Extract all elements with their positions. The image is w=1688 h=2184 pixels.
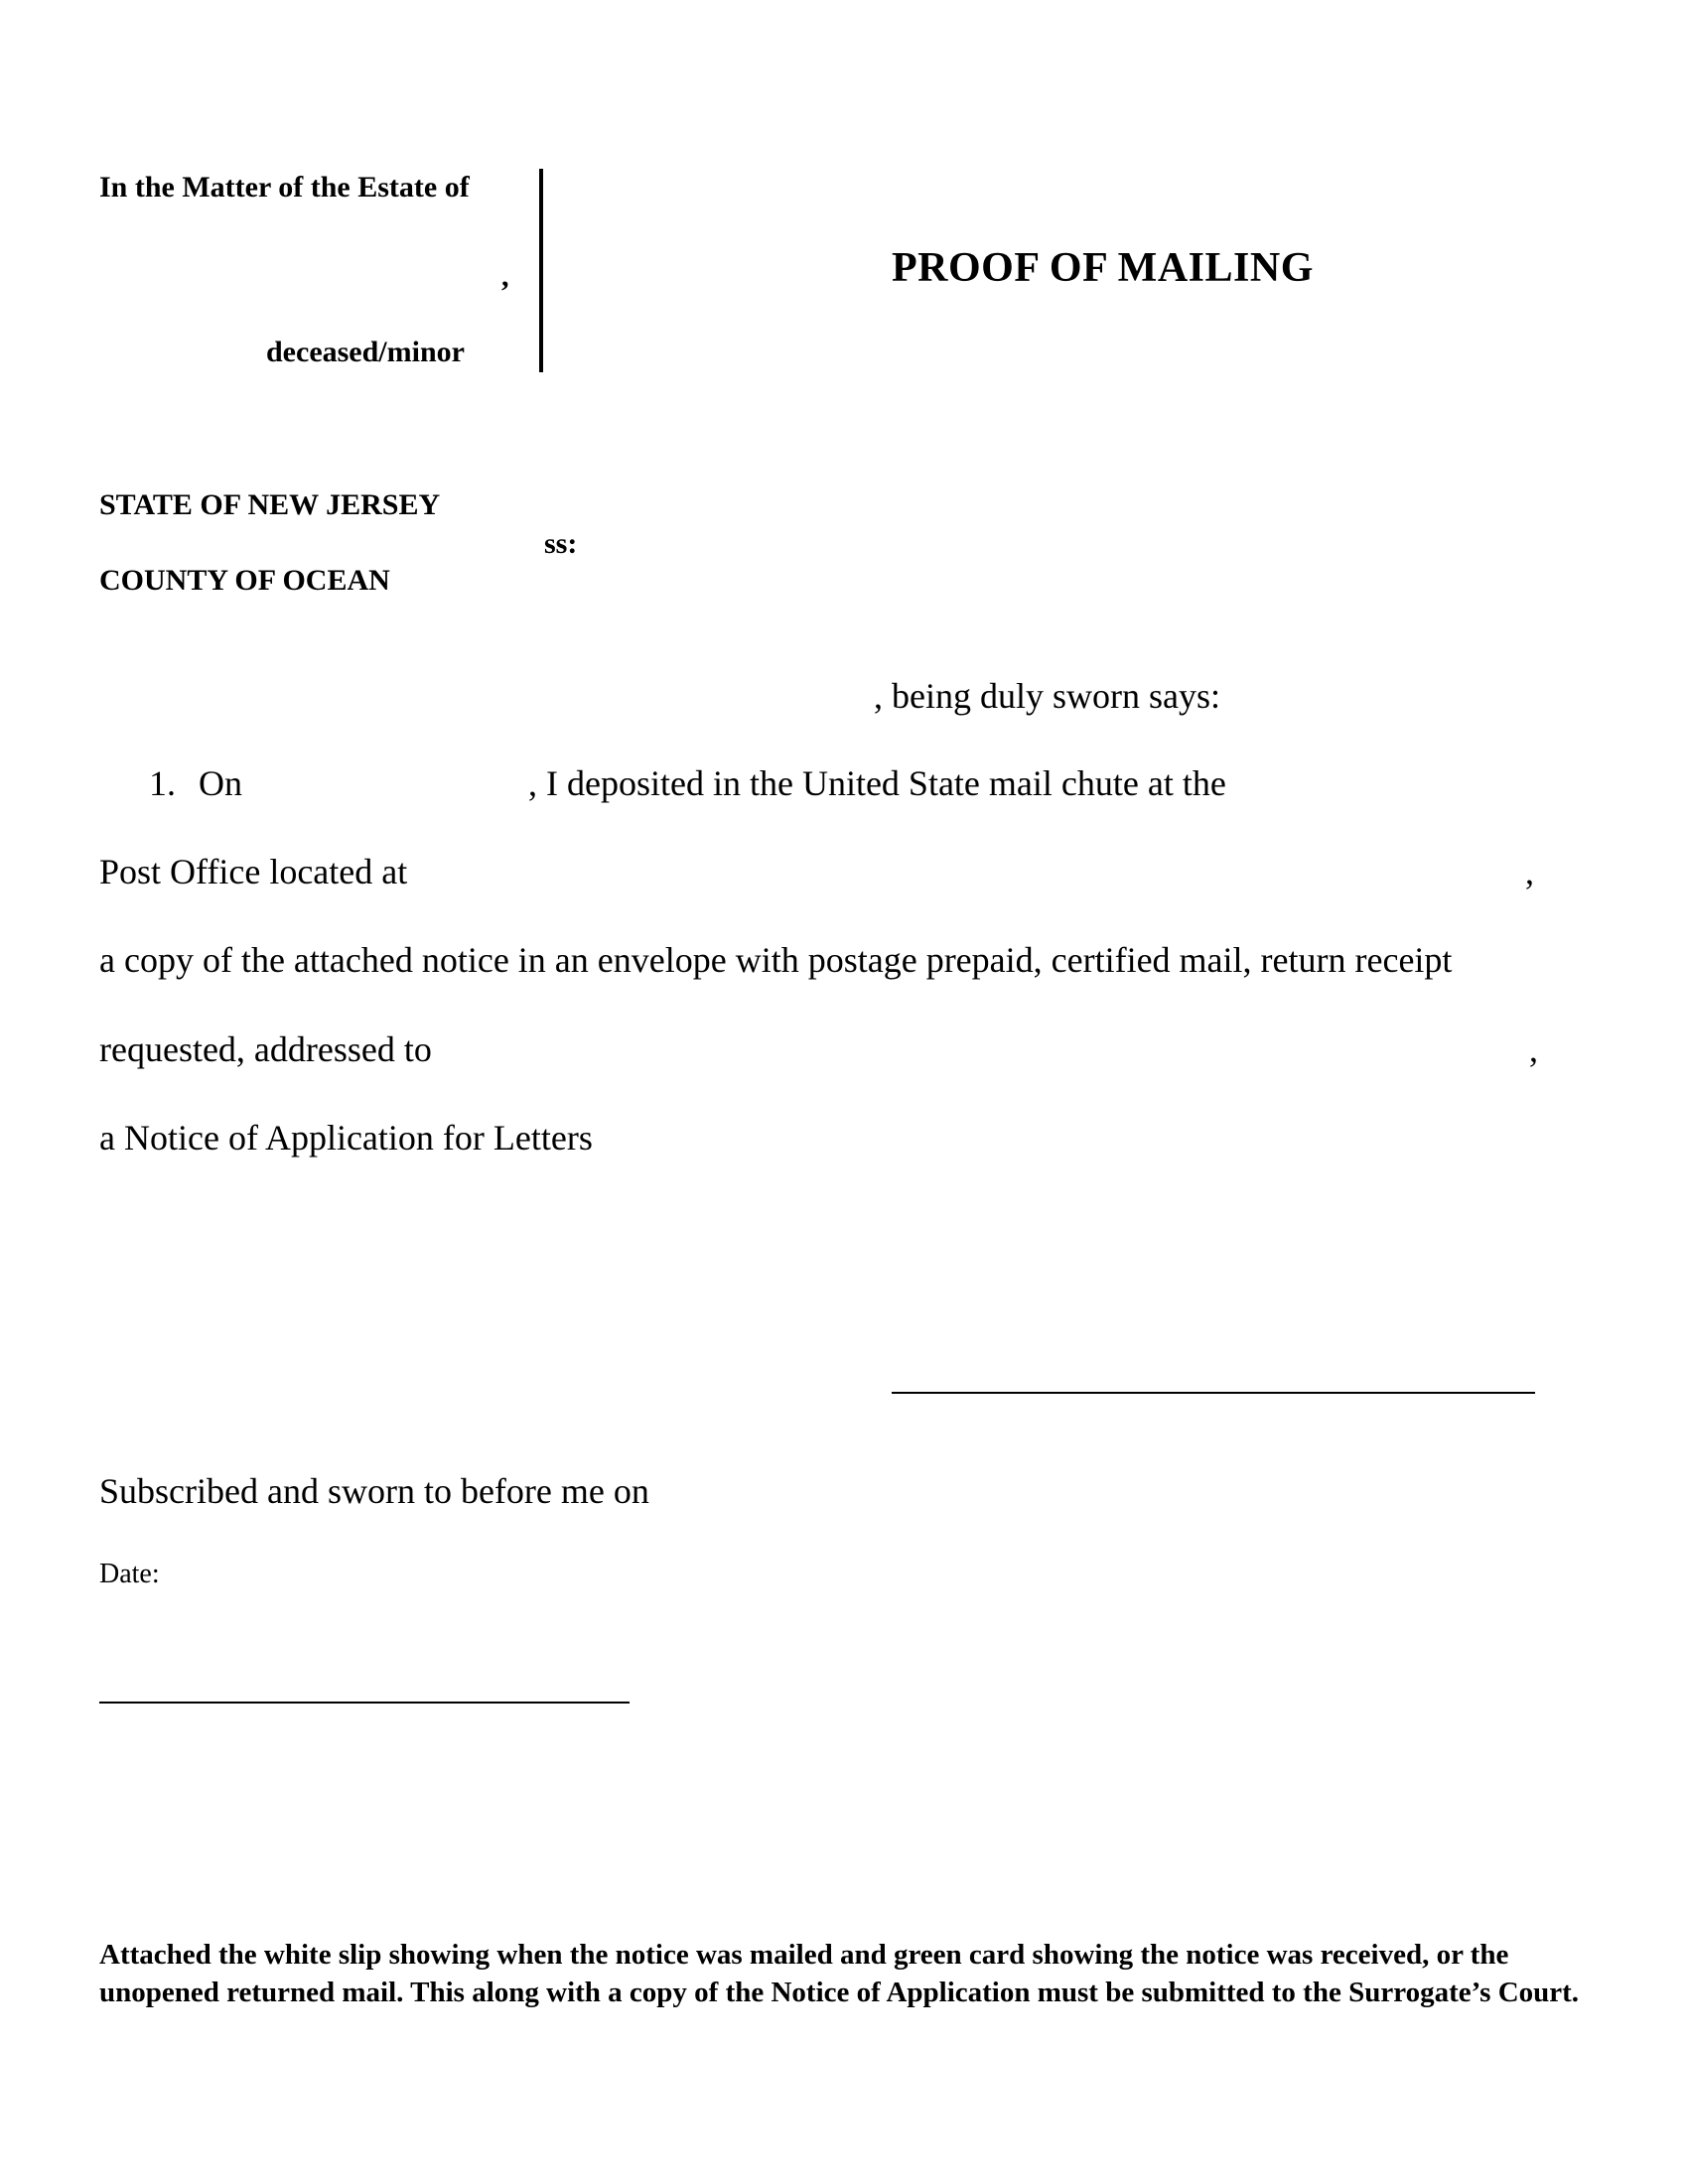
document-title: PROOF OF MAILING xyxy=(892,245,1314,291)
venue-state: STATE OF NEW JERSEY xyxy=(99,488,441,521)
venue-county: COUNTY OF OCEAN xyxy=(99,564,390,597)
item-on: On xyxy=(199,763,242,803)
estate-matter-label: In the Matter of the Estate of xyxy=(99,171,470,204)
post-office-comma: , xyxy=(1525,852,1534,891)
addressed-to-line: requested, addressed to xyxy=(99,1029,432,1069)
sworn-intro: , being duly sworn says: xyxy=(874,676,1220,716)
subscribed-sworn-text: Subscribed and sworn to before me on xyxy=(99,1471,649,1511)
footer-instruction-note: Attached the white slip showing when the notice was mailed and green card showing the notice was received, or the unopened returned mail. This along with a copy of the Notice of Application must be submitted to the Surrogate’s Court. xyxy=(99,1939,1580,2008)
caption-divider xyxy=(539,169,543,372)
addressed-to-comma: , xyxy=(1529,1029,1538,1069)
affiant-signature-line xyxy=(892,1392,1535,1394)
date-label: Date: xyxy=(99,1559,160,1589)
item-line1-rest: , I deposited in the United State mail chute at the xyxy=(528,763,1226,803)
deceased-minor-label: deceased/minor xyxy=(266,336,465,368)
caption-comma: , xyxy=(501,260,509,293)
notary-signature-line xyxy=(99,1702,630,1704)
item-number: 1. xyxy=(149,763,176,803)
attached-copy-line: a copy of the attached notice in an envelope with postage prepaid, certified mail, return receipt xyxy=(99,940,1453,980)
notice-application-line: a Notice of Application for Letters xyxy=(99,1118,593,1158)
post-office-line: Post Office located at xyxy=(99,852,408,891)
venue-ss: ss: xyxy=(544,527,578,560)
